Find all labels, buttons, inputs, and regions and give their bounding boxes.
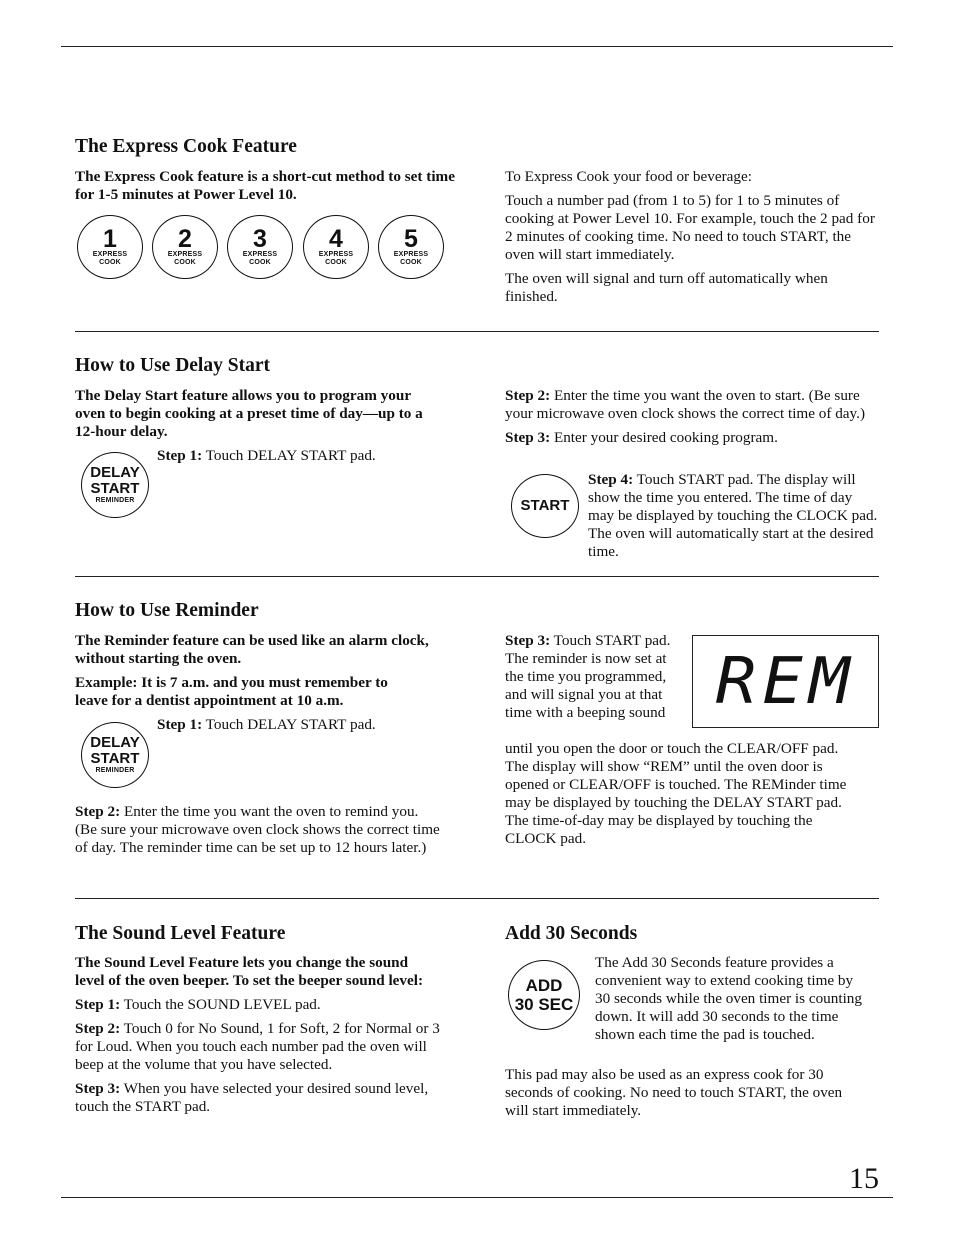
delay-start-pad[interactable] [81, 452, 149, 518]
delay-step-4 [588, 471, 880, 561]
add-30-seconds-heading: Add 30 Seconds [505, 923, 638, 944]
delay-start-pad[interactable] [81, 722, 149, 788]
pad-label-line1: DELAY [90, 734, 140, 751]
step-label: Step 2: [75, 803, 121, 820]
pad-number: 1 [103, 225, 117, 253]
step-label: Step 3: [505, 429, 551, 446]
step-text: Touch START pad. The display will show the time you entered. The time of day may be displayed by touching the CLOCK pad. The oven will automatically start at the desired time. [588, 471, 878, 560]
sound-step-3 [75, 1080, 443, 1116]
pad-label-line3: REMINDER [95, 767, 135, 774]
reminder-heading: How to Use Reminder [75, 600, 259, 621]
delay-start-intro: The Delay Start feature allows you to program your oven to begin cooking at a preset time of day—up to a 12-hour delay. [75, 387, 423, 440]
bottom-rule [61, 1197, 893, 1198]
pad-label-line3: REMINDER [95, 497, 135, 504]
step-label: Step 4: [588, 471, 634, 488]
pad-label: EXPRESS COOK [92, 251, 128, 266]
step-label: Step 2: [505, 387, 551, 404]
pad-number: 4 [329, 225, 343, 253]
sound-level-body [75, 954, 443, 1116]
delay-step-3 [505, 429, 865, 447]
add-30-seconds-description: The Add 30 Seconds feature provides a convenient way to extend cooking time by 30 seconds while the oven timer is counting down. It will add 30 seconds to the time shown each time the pad is touched. [595, 954, 862, 1043]
step-text: Enter the time you want the oven to start. (Be sure your microwave oven clock shows the correct time of day.) [505, 387, 866, 422]
step-text: Enter your desired cooking program. [550, 429, 778, 446]
sound-step-2 [75, 1020, 443, 1074]
pad-label: EXPRESS COOK [318, 251, 354, 266]
page-number: 15 [849, 1162, 879, 1195]
pad-number: 2 [178, 225, 192, 253]
delay-step-1 [157, 447, 376, 465]
express-cook-instructions [505, 168, 881, 306]
step-text: Touch DELAY START pad. [202, 447, 376, 464]
pad-label-line1: ADD [525, 976, 563, 995]
step-text: Touch DELAY START pad. [202, 716, 376, 733]
pad-number: 3 [253, 225, 267, 253]
reminder-example: Example: It is 7 a.m. and you must remember to leave for a dentist appointment at 10 a.m. [75, 674, 388, 709]
delay-steps-right [505, 387, 865, 447]
express-cook-body: Touch a number pad (from 1 to 5) for 1 to 5 minutes of cooking at Power Level 10. For example, touch the 2 pad for 2 minutes of cooking time. No need to touch START, the oven will start immediately. [505, 192, 875, 263]
reminder-step-3-continued: until you open the door or touch the CLEAR/OFF pad. The display will show “REM” until the oven door is opened or CLEAR/OFF is touched. The REMinder time may be displayed by touching the DELAY START pad. The time-of-day may be displayed by touching the CLOCK pad. [505, 740, 847, 847]
step-label: Step 3: [505, 632, 551, 649]
step-label: Step 2: [75, 1020, 121, 1037]
reminder-step-1 [157, 716, 376, 734]
pad-label: START [520, 497, 570, 514]
step-label: Step 1: [157, 716, 203, 733]
express-cook-heading: The Express Cook Feature [75, 136, 297, 157]
pad-label: EXPRESS COOK [393, 251, 429, 266]
pad-label-line2: START [90, 750, 140, 767]
pad-label-line2: 30 SEC [514, 995, 574, 1014]
step-label: Step 1: [157, 447, 203, 464]
pad-label: EXPRESS COOK [167, 251, 203, 266]
step-text: When you have selected your desired sound level, touch the START pad. [75, 1080, 429, 1115]
express-cook-3-pad[interactable] [227, 215, 293, 279]
sound-level-intro: The Sound Level Feature lets you change the sound level of the oven beeper. To set the beeper sound level: [75, 954, 424, 989]
express-cook-5-pad[interactable] [378, 215, 444, 279]
express-cook-lead: To Express Cook your food or beverage: [505, 168, 752, 185]
step-text: Enter the time you want the oven to remind you. (Be sure your microwave oven clock shows the correct time of day. The reminder time can be set up to 12 hours later.) [75, 803, 440, 856]
express-cook-intro: The Express Cook feature is a short-cut method to set time for 1-5 minutes at Power Level 10. [75, 168, 455, 203]
reminder-step-2 [75, 803, 443, 857]
add-30-seconds-note: This pad may also be used as an express cook for 30 seconds of cooking. No need to touch START, the oven will start immediately. [505, 1066, 843, 1119]
express-cook-2-pad[interactable] [152, 215, 218, 279]
rem-display [692, 635, 879, 728]
delay-start-heading: How to Use Delay Start [75, 355, 270, 376]
pad-label: EXPRESS COOK [242, 251, 278, 266]
pad-number: 5 [404, 225, 418, 253]
step-label: Step 3: [75, 1080, 121, 1097]
step-text: Touch 0 for No Sound, 1 for Soft, 2 for Normal or 3 for Loud. When you touch each number pad the oven will beep at the volume that you have selected. [75, 1020, 440, 1073]
reminder-step-3 [505, 632, 677, 722]
express-cook-1-pad[interactable] [77, 215, 143, 279]
reminder-intro: The Reminder feature can be used like an alarm clock, without starting the oven. [75, 632, 429, 667]
pad-label-line2: START [90, 480, 140, 497]
express-cook-signal-note: The oven will signal and turn off automatically when finished. [505, 270, 828, 305]
sound-level-heading: The Sound Level Feature [75, 923, 286, 944]
step-text: Touch START pad. The reminder is now set at the time you programmed, and will signal you at that time with a beeping sound [505, 632, 671, 721]
add-30-sec-pad[interactable] [508, 960, 580, 1030]
top-rule [61, 46, 893, 47]
express-cook-4-pad[interactable] [303, 215, 369, 279]
section-divider [75, 898, 879, 899]
section-divider [75, 331, 879, 332]
start-pad[interactable] [511, 474, 579, 538]
sound-step-1 [75, 996, 443, 1014]
delay-step-2 [505, 387, 865, 423]
step-text: Touch the SOUND LEVEL pad. [120, 996, 321, 1013]
step-label: Step 1: [75, 996, 121, 1013]
pad-label-line1: DELAY [90, 464, 140, 481]
section-divider [75, 576, 879, 577]
display-readout: REM [715, 644, 856, 719]
